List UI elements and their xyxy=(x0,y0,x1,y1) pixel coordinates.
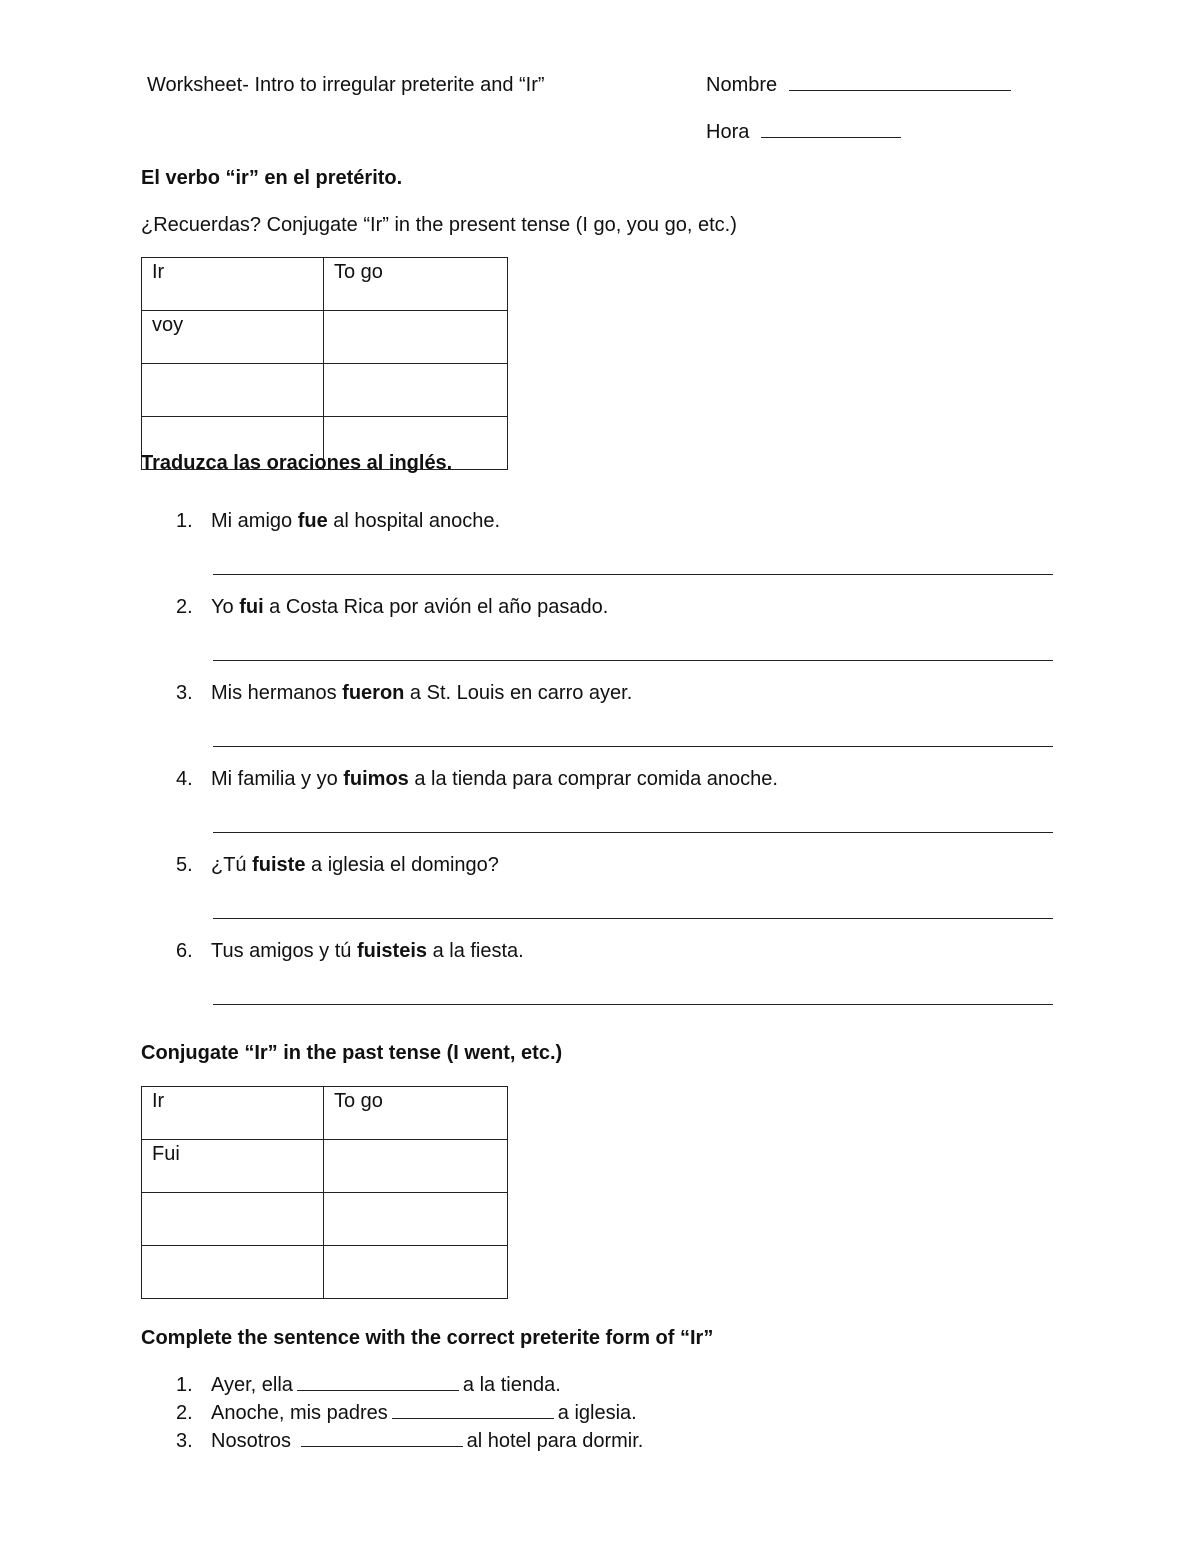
item-number: 6. xyxy=(176,940,193,962)
translation-item xyxy=(176,768,778,791)
name-blank[interactable] xyxy=(789,90,1011,91)
answer-line[interactable] xyxy=(213,1004,1053,1005)
table-cell[interactable]: voy xyxy=(142,311,324,364)
fill-in-item xyxy=(176,1430,643,1453)
table-cell[interactable] xyxy=(324,311,508,364)
table-row xyxy=(142,1246,508,1299)
fill-in-item xyxy=(176,1374,561,1397)
table-cell[interactable] xyxy=(324,1193,508,1246)
answer-line[interactable] xyxy=(213,832,1053,833)
past-tense-table xyxy=(141,1086,508,1299)
item-number: 2. xyxy=(176,596,193,618)
table-row xyxy=(142,1193,508,1246)
present-tense-table xyxy=(141,257,508,470)
item-number: 3. xyxy=(176,682,193,704)
item-number: 2. xyxy=(176,1402,193,1424)
item-number: 3. xyxy=(176,1430,193,1452)
translation-item xyxy=(176,854,499,877)
item-verb: fuiste xyxy=(252,854,306,876)
item-number: 1. xyxy=(176,510,193,532)
item-verb: fuisteis xyxy=(356,940,428,962)
table-cell[interactable] xyxy=(142,1193,324,1246)
section1-instruction: ¿Recuerdas? Conjugate “Ir” in the present tense (I go, you go, etc.) xyxy=(141,214,737,236)
hour-blank[interactable] xyxy=(761,137,901,138)
section3-heading: Conjugate “Ir” in the past tense (I went, etc.) xyxy=(141,1042,563,1064)
item-number: 5. xyxy=(176,854,193,876)
table-header-cell: Ir xyxy=(142,258,324,311)
table-header-row xyxy=(142,1087,508,1140)
translation-item xyxy=(176,940,524,963)
table-cell[interactable]: Fui xyxy=(142,1140,324,1193)
name-label: Nombre xyxy=(706,74,778,96)
item-number: 1. xyxy=(176,1374,193,1396)
worksheet-title: Worksheet- Intro to irregular preterite and “Ir” xyxy=(147,74,545,96)
answer-line[interactable] xyxy=(213,918,1053,919)
table-row xyxy=(142,364,508,417)
fill-blank[interactable] xyxy=(297,1390,459,1391)
fill-blank[interactable] xyxy=(301,1446,463,1447)
item-text: a St. Louis en carro ayer. xyxy=(404,682,633,704)
table-header-row xyxy=(142,258,508,311)
table-header-cell: To go xyxy=(324,1087,508,1140)
table-header-cell: To go xyxy=(324,258,508,311)
item-text: Anoche, mis padres xyxy=(211,1402,388,1424)
table-cell[interactable] xyxy=(324,1140,508,1193)
item-text: Mis hermanos xyxy=(211,682,343,704)
item-text: al hospital anoche. xyxy=(327,510,501,532)
table-row xyxy=(142,311,508,364)
item-text: al hotel para dormir. xyxy=(466,1430,644,1452)
fill-in-item xyxy=(176,1402,637,1425)
item-verb: fui xyxy=(239,596,264,618)
item-text: Tus amigos y tú xyxy=(211,940,357,962)
table-cell[interactable] xyxy=(324,1246,508,1299)
fill-blank[interactable] xyxy=(392,1418,554,1419)
table-cell[interactable] xyxy=(324,364,508,417)
item-text: Nosotros xyxy=(211,1430,297,1452)
section1-heading: El verbo “ir” en el pretérito. xyxy=(141,167,403,189)
name-field[interactable] xyxy=(706,74,1011,97)
item-text: a Costa Rica por avión el año pasado. xyxy=(263,596,609,618)
item-text: a iglesia el domingo? xyxy=(305,854,499,876)
item-verb: fuimos xyxy=(343,768,409,790)
hour-field[interactable] xyxy=(706,121,901,144)
hour-label: Hora xyxy=(706,121,750,143)
item-verb: fue xyxy=(297,510,328,532)
item-text: a la tienda para comprar comida anoche. xyxy=(408,768,778,790)
section4-heading: Complete the sentence with the correct preterite form of “Ir” xyxy=(141,1327,714,1349)
translation-item xyxy=(176,682,632,705)
item-text: a la fiesta. xyxy=(427,940,524,962)
item-number: 4. xyxy=(176,768,193,790)
item-text: Yo xyxy=(211,596,240,618)
answer-line[interactable] xyxy=(213,746,1053,747)
item-text: Ayer, ella xyxy=(211,1374,293,1396)
section2-heading: Traduzca las oraciones al inglés. xyxy=(141,452,453,474)
item-text: a iglesia. xyxy=(557,1402,637,1424)
translation-item xyxy=(176,510,500,533)
item-text: ¿Tú xyxy=(211,854,253,876)
table-row xyxy=(142,1140,508,1193)
table-cell[interactable] xyxy=(142,1246,324,1299)
item-verb: fueron xyxy=(342,682,405,704)
table-cell[interactable] xyxy=(142,364,324,417)
table-header-cell: Ir xyxy=(142,1087,324,1140)
item-text: Mi amigo xyxy=(211,510,298,532)
answer-line[interactable] xyxy=(213,660,1053,661)
item-text: a la tienda. xyxy=(462,1374,561,1396)
item-text: Mi familia y yo xyxy=(211,768,344,790)
answer-line[interactable] xyxy=(213,574,1053,575)
translation-item xyxy=(176,596,608,619)
